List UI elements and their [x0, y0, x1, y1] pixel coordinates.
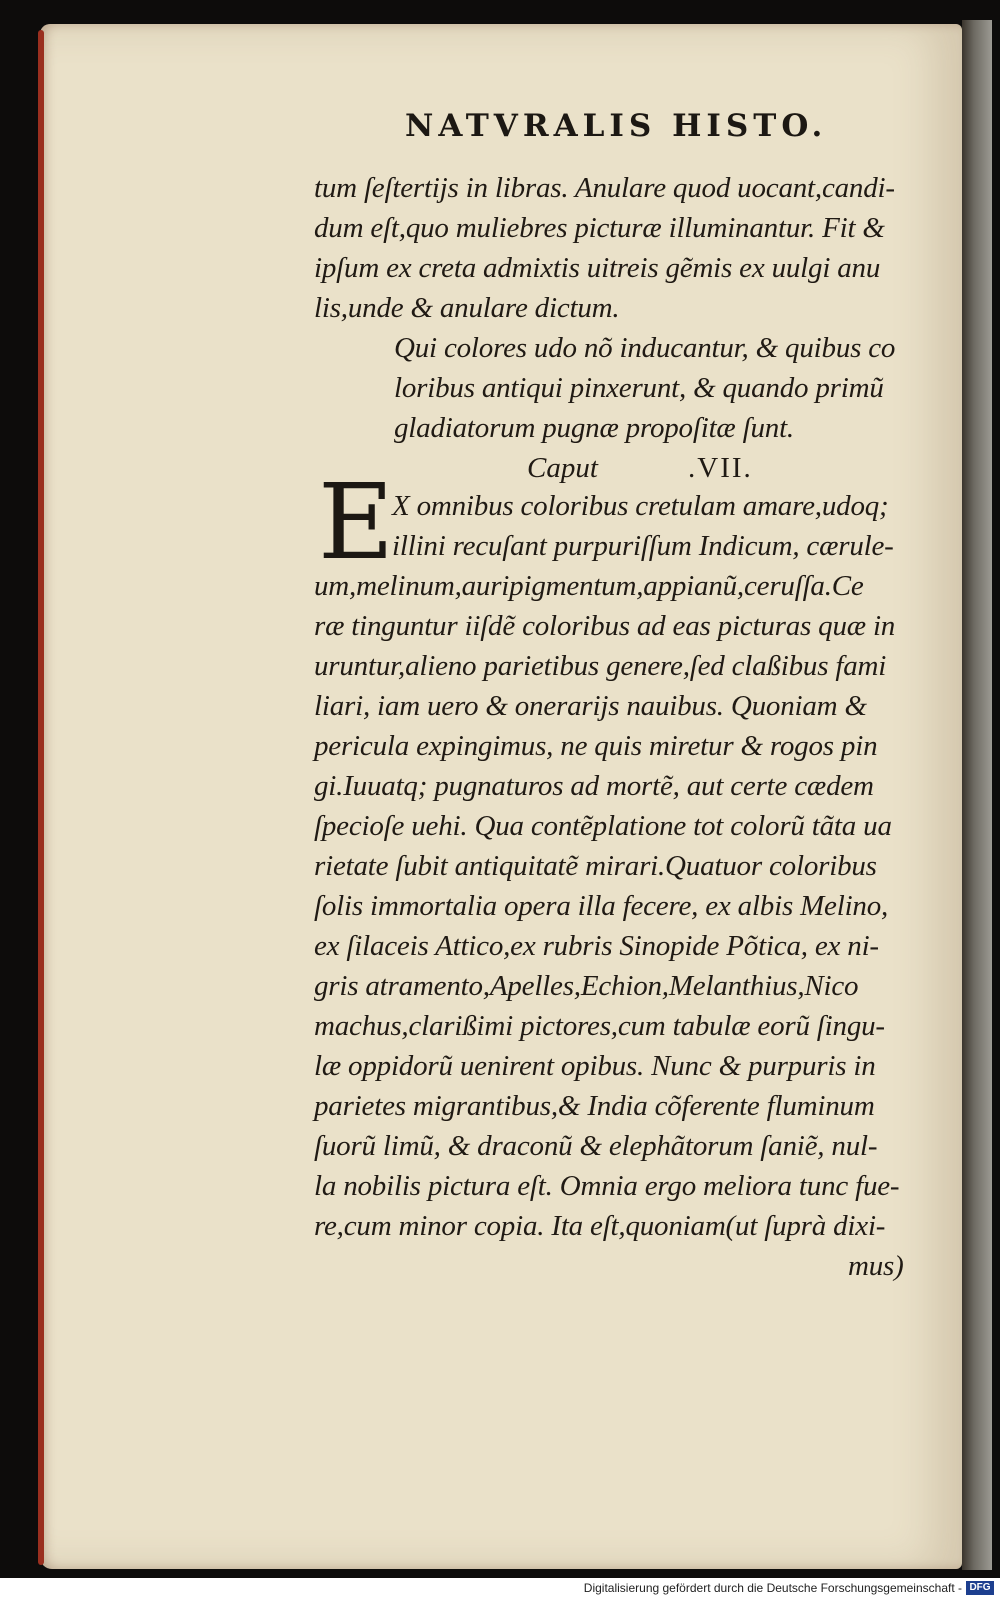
- text-line: tum ſeſtertijs in libras. Anulare quod uocant,candi-: [314, 172, 895, 204]
- digitization-footer: [0, 1578, 1000, 1600]
- text-line: um,melinum,auripigmentum,appianũ,ceruſſa.Ce: [314, 570, 864, 602]
- catchword: mus): [848, 1250, 904, 1282]
- text-line: uruntur,alieno parietibus genere,ſed claßibus fami: [314, 650, 887, 682]
- dfg-logo: DFG: [966, 1581, 994, 1595]
- text-line: ipſum ex creta admixtis uitreis gẽmis ex uulgi anu: [314, 252, 881, 284]
- text-line: la nobilis pictura eſt. Omnia ergo meliora tunc fue-: [314, 1170, 900, 1202]
- chapter-label: Caput: [527, 452, 598, 484]
- text-line: ſuorũ limũ, & draconũ & elephãtorum ſaniẽ, nul-: [314, 1130, 878, 1162]
- text-line: ſpecioſe uehi. Qua contẽplatione tot colorũ tãta ua: [314, 810, 892, 842]
- text-line: ſolis immortalia opera illa fecere, ex albis Melino,: [314, 890, 889, 922]
- text-line: X omnibus coloribus cretulam amare,udoq;: [392, 490, 889, 522]
- text-line: gris atramento,Apelles,Echion,Melanthius,Nico: [314, 970, 859, 1002]
- text-line: ræ tinguntur iiſdẽ coloribus ad eas picturas quæ in: [314, 610, 896, 642]
- text-line: ex ſilaceis Attico,ex rubris Sinopide Põtica, ex ni-: [314, 930, 879, 962]
- text-line: liari, iam uero & onerarijs nauibus. Quoniam &: [314, 690, 867, 722]
- text-line: machus,clarißimi pictores,cum tabulæ eorũ ſingu-: [314, 1010, 885, 1042]
- text-line: lis,unde & anulare dictum.: [314, 292, 620, 324]
- chapter-heading-line: gladiatorum pugnæ propoſitæ ſunt.: [394, 412, 794, 444]
- drop-cap-initial: E: [318, 461, 394, 583]
- chapter-heading-line: Qui colores udo nõ inducantur, & quibus co: [394, 332, 896, 364]
- text-line: illini recuſant purpuriſſum Indicum, cærule-: [392, 530, 894, 562]
- text-line: re,cum minor copia. Ita eſt,quoniam(ut ſuprà dixi-: [314, 1210, 886, 1242]
- chapter-heading-line: loribus antiqui pinxerunt, & quando primũ: [394, 372, 884, 404]
- text-line: rietate ſubit antiquitatẽ mirari.Quatuor coloribus: [314, 850, 877, 882]
- text-line: parietes migrantibus,& India cõferente fluminum: [314, 1090, 875, 1122]
- footer-credit: Digitalisierung gefördert durch die Deutsche Forschungsgemeinschaft -: [583, 1581, 962, 1595]
- text-line: gi.Iuuatq; pugnaturos ad mortẽ, aut certe cædem: [314, 770, 874, 802]
- chapter-number: .VII.: [688, 452, 753, 484]
- text-line: pericula expingimus, ne quis miretur & rogos pin: [314, 730, 878, 762]
- text-line: dum eſt,quo muliebres picturæ illuminantur. Fit &: [314, 212, 885, 244]
- running-head: NATVRALIS HISTO.: [405, 108, 828, 144]
- text-line: læ oppidorũ uenirent opibus. Nunc & purpuris in: [314, 1050, 876, 1082]
